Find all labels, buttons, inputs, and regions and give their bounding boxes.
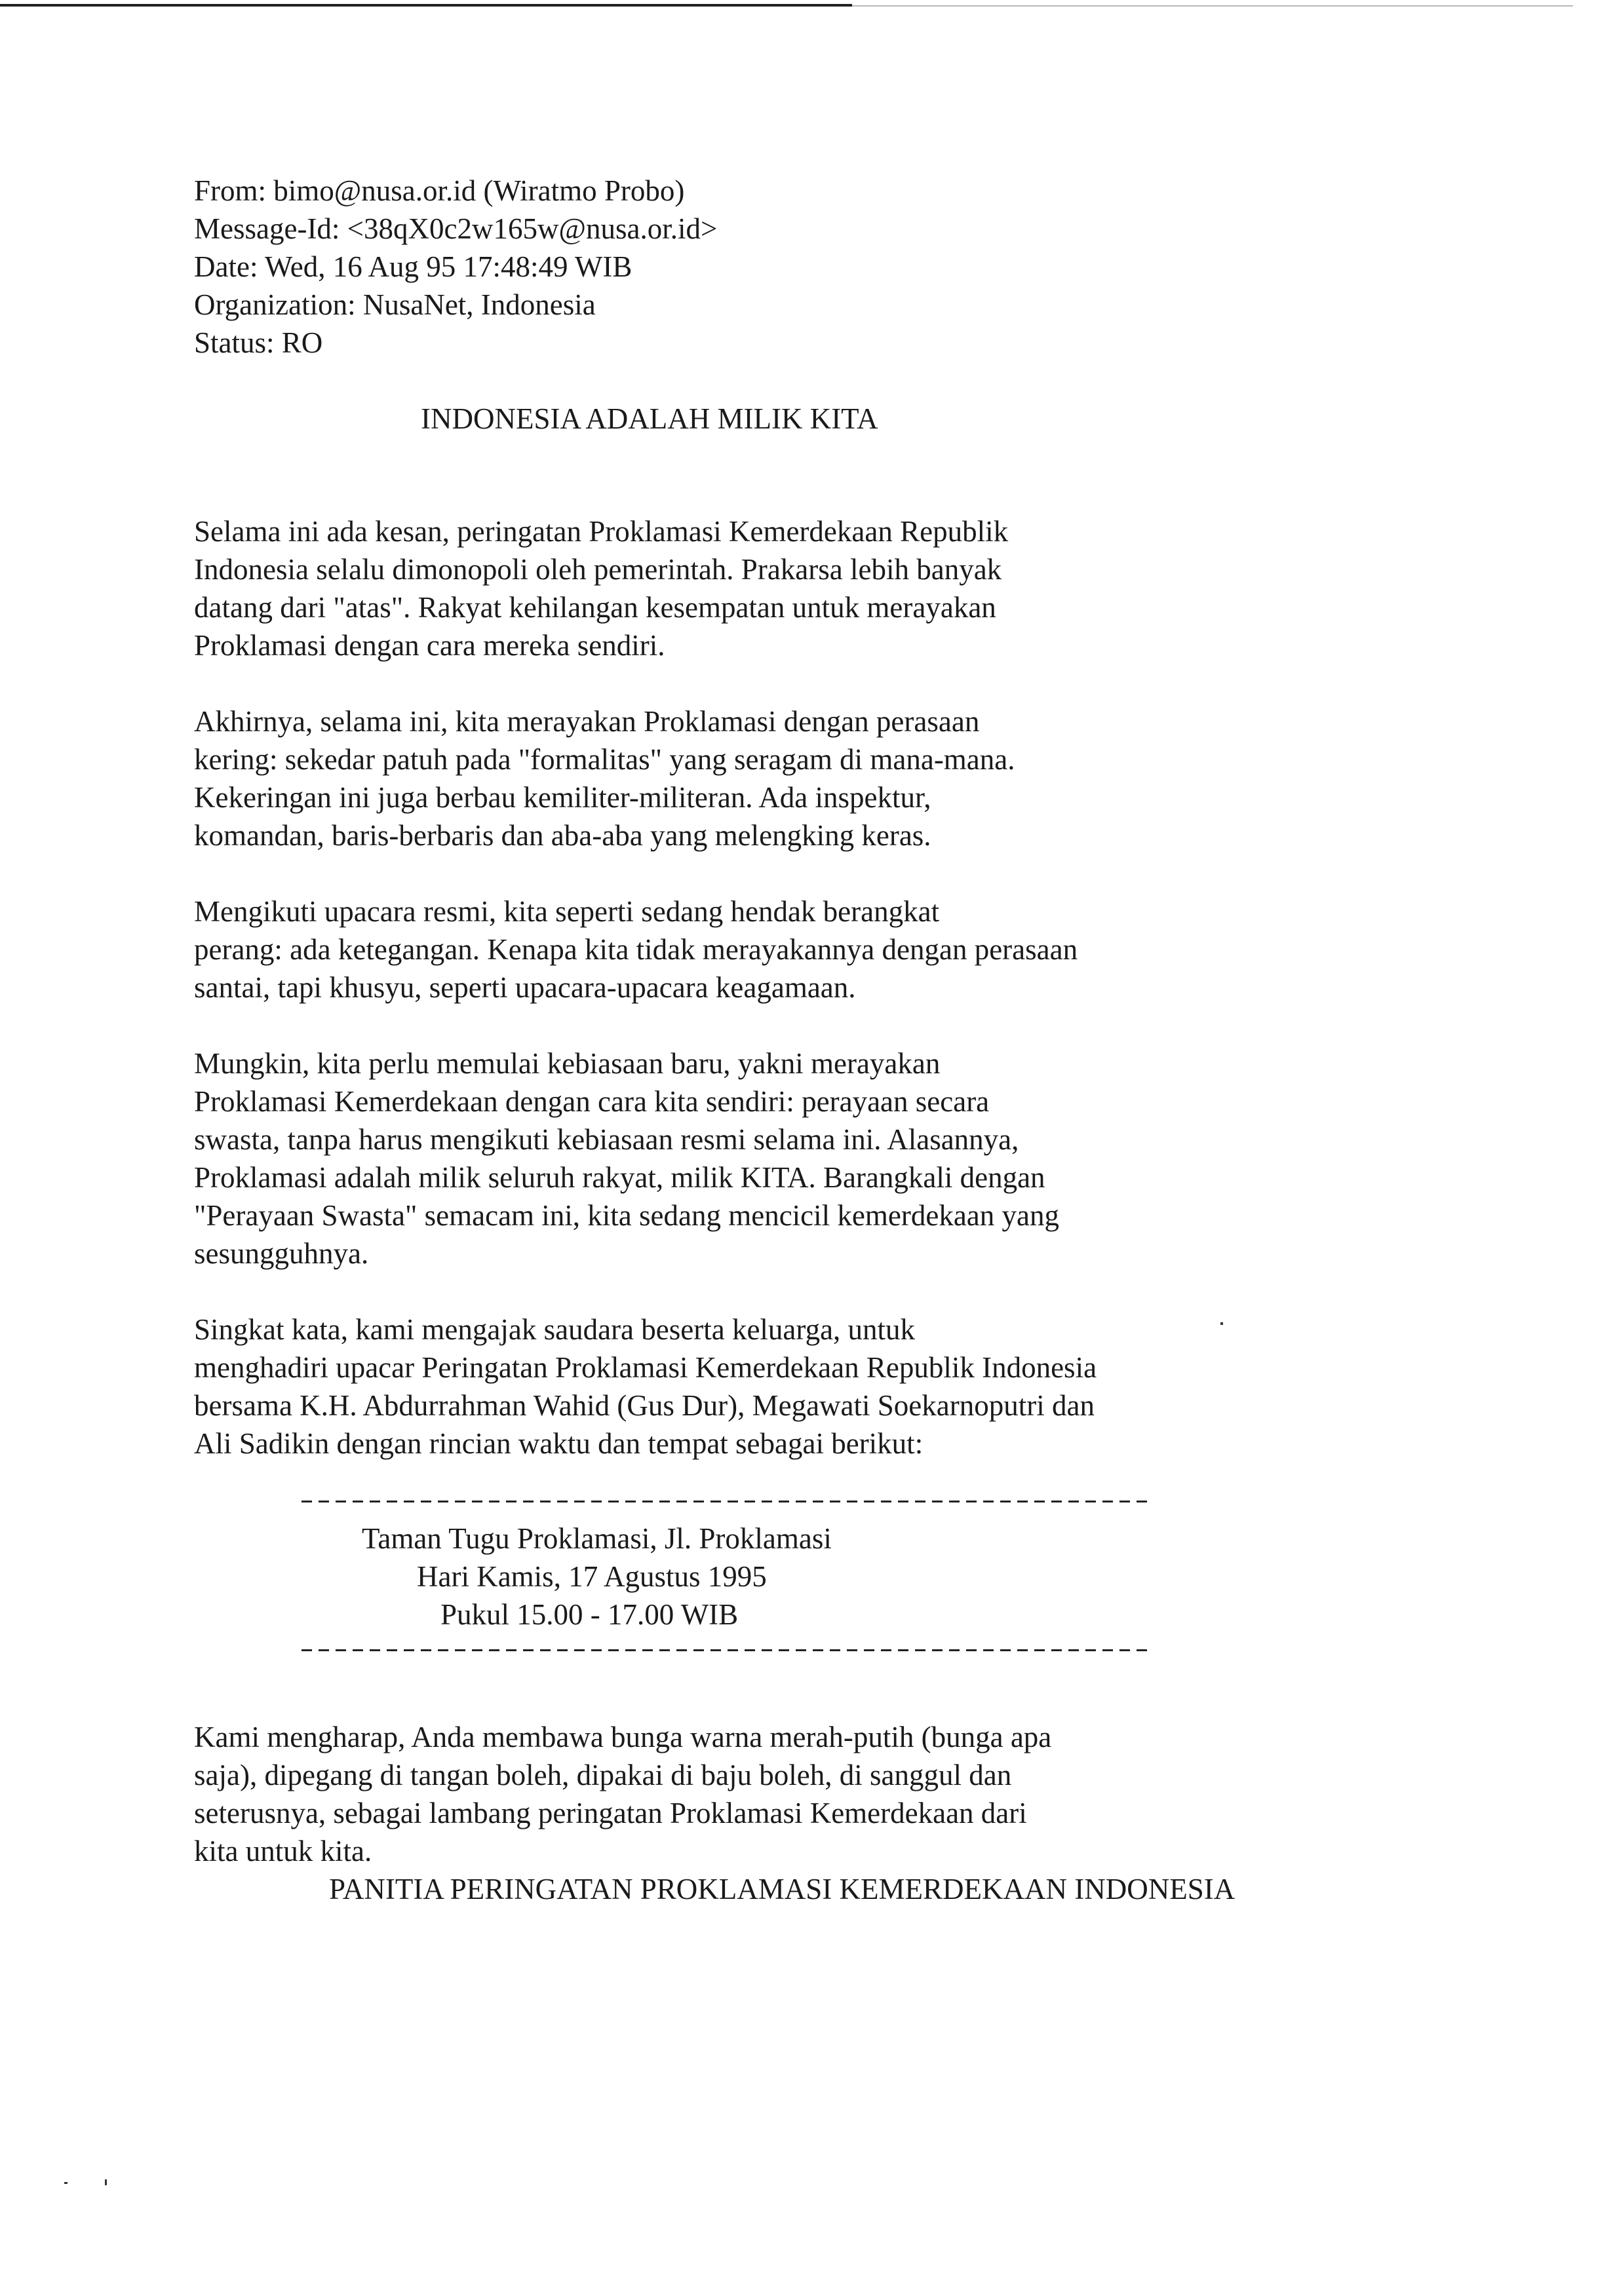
header-organization: Organization: NusaNet, Indonesia [194,288,596,321]
closing-paragraph: Kami mengharap, Anda membawa bunga warna merah-putih (bunga apa saja), dipegang di tangan boleh, dipakai di baju boleh, di sanggul dan seterusnya, sebagai lambang peringatan Proklamasi Kemerdekaan dari kita untuk kita. [194,1721,1052,1867]
document-body [194,172,1439,1908]
signature: PANITIA PERINGATAN PROKLAMASI KEMERDEKAAN INDONESIA [329,1873,1236,1905]
dashed-divider-bottom [302,1649,1154,1651]
top-border-line-faint [852,5,1573,7]
event-details [194,1501,1439,1651]
event-time: Pukul 15.00 - 17.00 WIB [440,1598,739,1631]
scan-speck [64,2182,68,2184]
paragraph-2: Akhirnya, selama ini, kita merayakan Proklamasi dengan perasaan kering: sekedar patuh pada "formalitas" yang seragam di mana-mana. Kekeringan ini juga berbau kemiliter-militeran. Ada inspektur, komandan, baris-berbaris dan aba-aba yang melengking keras. [194,705,1015,852]
header-message-id: Message-Id: <38qX0c2w165w@nusa.or.id> [194,212,718,245]
scan-speck [105,2179,107,2185]
scan-speck [1220,1322,1223,1325]
event-day: Hari Kamis, 17 Agustus 1995 [417,1560,767,1593]
paragraph-5: Singkat kata, kami mengajak saudara beserta keluarga, untuk menghadiri upacar Peringatan Proklamasi Kemerdekaan Republik Indonesia bersama K.H. Abdurrahman Wahid (Gus Dur), Megawati Soekarnoputri dan Ali Sadikin dengan rincian waktu dan tempat sebagai berikut: [194,1313,1097,1460]
email-header [194,172,1439,362]
paragraph-4: Mungkin, kita perlu memulai kebiasaan baru, yakni merayakan Proklamasi Kemerdekaan dengan cara kita sendiri: perayaan secara swasta, tanpa harus mengikuti kebiasaan resmi selama ini. Alasannya, Proklamasi adalah milik seluruh rakyat, milik KITA. Barangkali dengan "Perayaan Swasta" semacam ini, kita sedang mencicil kemerdekaan yang sesungguhnya. [194,1047,1059,1270]
top-border-line [0,4,852,7]
paragraph-1: Selama ini ada kesan, peringatan Proklamasi Kemerdekaan Republik Indonesia selalu dimonopoli oleh pemerintah. Prakarsa lebih banyak datang dari "atas". Rakyat kehilangan kesempatan untuk merayakan Proklamasi dengan cara mereka sendiri. [194,515,1009,662]
dashed-divider-top [302,1501,1154,1502]
document-title: INDONESIA ADALAH MILIK KITA [421,402,878,435]
header-date: Date: Wed, 16 Aug 95 17:48:49 WIB [194,250,632,283]
paragraph-3: Mengikuti upacara resmi, kita seperti sedang hendak berangkat perang: ada ketegangan. Kenapa kita tidak merayakannya dengan perasaan santai, tapi khusyu, seperti upacara-upacara keagamaan. [194,895,1078,1004]
event-location: Taman Tugu Proklamasi, Jl. Proklamasi [362,1522,832,1555]
header-from: From: bimo@nusa.or.id (Wiratmo Probo) [194,174,685,207]
header-status: Status: RO [194,326,323,359]
